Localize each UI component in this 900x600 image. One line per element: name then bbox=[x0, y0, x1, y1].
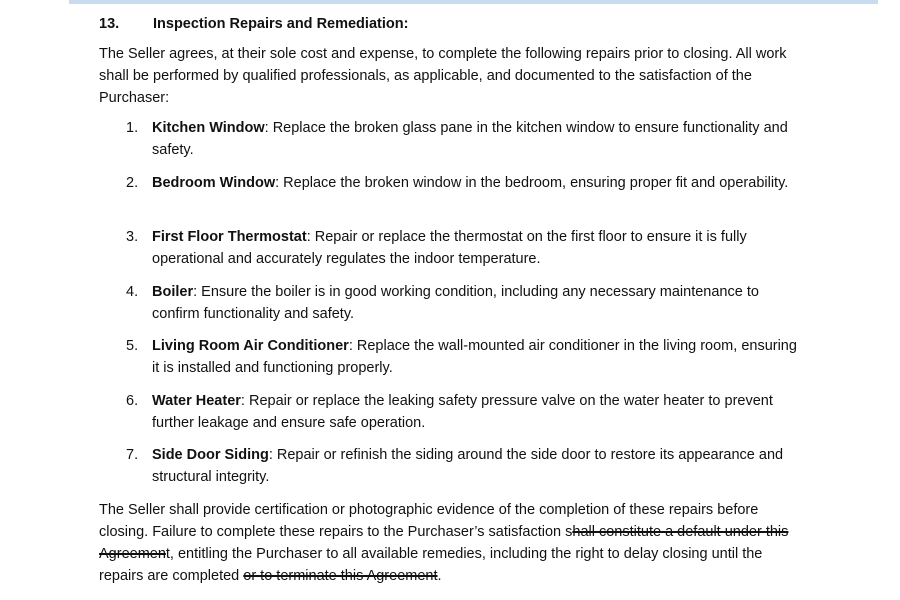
repair-item bbox=[99, 390, 799, 434]
repairs-list bbox=[99, 117, 799, 488]
repair-item bbox=[99, 117, 799, 161]
intro-paragraph: The Seller agrees, at their sole cost and expense, to complete the following repairs prior to closing. All work shall be performed by qualified professionals, as applicable, and documented to the satisfaction of the Purchaser: bbox=[99, 46, 787, 106]
repair-item-title: Bedroom Window bbox=[152, 174, 276, 191]
repair-item-title: First Floor Thermostat bbox=[152, 229, 307, 245]
repair-item-number: 4. bbox=[126, 283, 139, 300]
section-heading bbox=[99, 14, 799, 34]
repair-item-text: : Repair or replace the leaking safety pressure valve on the water heater to prevent further leakage and ensure safe operation. bbox=[152, 392, 773, 431]
repair-item-title: Side Door Siding bbox=[152, 447, 269, 463]
repair-item-text: : Replace the wall-mounted air conditioner in the living room, ensuring it is installed and functioning properly. bbox=[152, 338, 797, 376]
repair-item bbox=[99, 444, 799, 488]
repair-item bbox=[99, 335, 799, 379]
repair-item bbox=[99, 281, 799, 325]
repair-item-text: : Replace the broken glass pane in the kitchen window to ensure functionality and safety. bbox=[152, 120, 788, 158]
repair-item-text: : Replace the broken window in the bedroom, ensuring proper fit and operability. bbox=[275, 174, 789, 191]
repair-item-number: 6. bbox=[126, 392, 139, 409]
closing-text-3: . bbox=[437, 567, 442, 584]
repair-item-text: : Repair or refinish the siding around the side door to restore its appearance and structural integrity. bbox=[152, 447, 784, 485]
repair-item-title: Boiler bbox=[152, 283, 194, 300]
repair-item-title: Kitchen Window bbox=[152, 120, 265, 136]
document-page bbox=[99, 14, 799, 587]
struck-text-2: or to terminate this Agreement bbox=[243, 567, 438, 584]
struck-text-1: hall constitute a default under this Agreemen bbox=[99, 523, 789, 562]
repair-item-text: : Repair or replace the thermostat on the first floor to ensure it is fully operational and accurately regulates the indoor temperature. bbox=[152, 229, 747, 267]
repair-item bbox=[99, 226, 799, 270]
closing-text-1: The Seller shall provide certification or photographic evidence of the completion of these repairs before closing. Failure to complete these repairs to the Purchaser’s satisfaction s bbox=[99, 501, 759, 540]
repair-item bbox=[99, 172, 799, 216]
repair-item-number: 5. bbox=[126, 338, 139, 354]
repair-item-number: 3. bbox=[126, 229, 139, 245]
closing-paragraph bbox=[99, 499, 799, 587]
repair-item-title: Living Room Air Conditioner bbox=[152, 338, 349, 354]
section-title: Inspection Repairs and Remediation: bbox=[153, 16, 409, 32]
top-border-rule bbox=[69, 0, 878, 4]
closing-text-2: t, entitling the Purchaser to all available remedies, including the right to delay closing until the repairs are completed bbox=[99, 545, 763, 584]
section-number: 13. bbox=[99, 16, 120, 32]
repair-item-number: 2. bbox=[126, 174, 139, 191]
repair-item-title: Water Heater bbox=[152, 392, 241, 409]
repair-item-number: 1. bbox=[126, 120, 139, 136]
repair-item-text: : Ensure the boiler is in good working condition, including any necessary maintenance to confirm functionality and safety. bbox=[152, 283, 759, 322]
repair-item-number: 7. bbox=[126, 447, 139, 463]
